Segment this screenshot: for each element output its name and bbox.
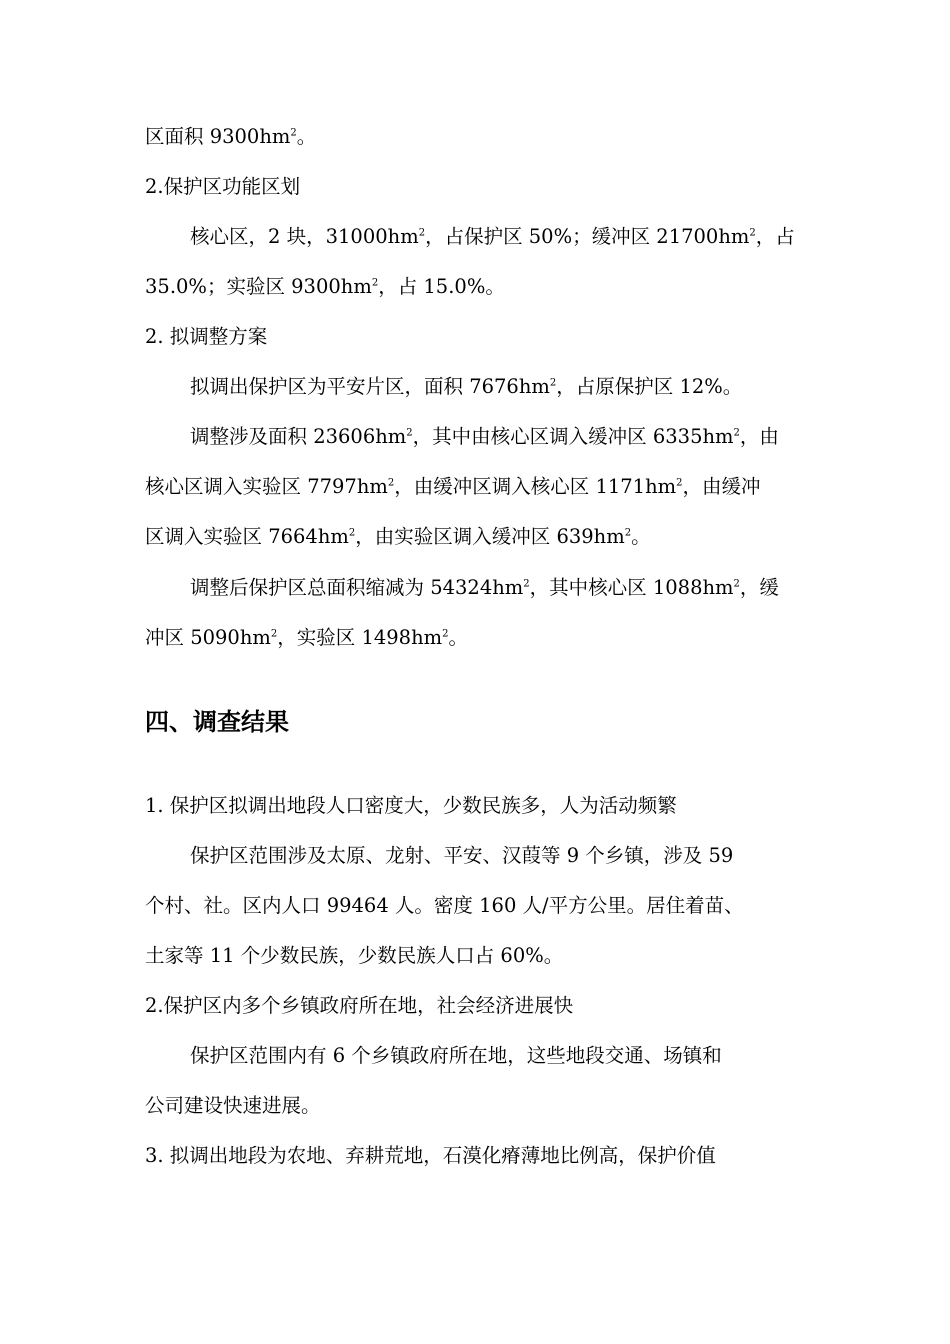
zoning-title: 2.保护区功能区划 xyxy=(145,175,301,198)
plan-paragraph-3-line-2: 冲区 $5090hm^2$，实验区 $1498hm^2$。 xyxy=(145,626,469,649)
finding-1-line-3: 土家等 11 个少数民族，少数民族人口占 60%。 xyxy=(145,944,564,967)
finding-2-line-1: 保护区范围内有 6 个乡镇政府所在地，这些地段交通、场镇和 xyxy=(190,1044,722,1067)
zoning-paragraph-line-2: 35.0%；实验区 $9300hm^2$，占 15.0%。 xyxy=(145,275,505,298)
finding-1-title: 1. 保护区拟调出地段人口密度大，少数民族多，人为活动频繁 xyxy=(145,794,677,817)
plan-title: 2. 拟调整方案 xyxy=(145,325,268,348)
plan-paragraph-1: 拟调出保护区为平安片区，面积 $7676hm^2$，占原保护区 12%。 xyxy=(190,375,743,398)
plan-paragraph-2-line-1: 调整涉及面积 $23606hm^2$，其中由核心区调入缓冲区 $6335hm^2$，由 xyxy=(190,425,779,448)
plan-paragraph-2-line-3: 区调入实验区 $7664hm^2$，由实验区调入缓冲区 $639hm^2$。 xyxy=(145,525,651,548)
finding-1-line-1: 保护区范围涉及太原、龙射、平安、汉葭等 9 个乡镇，涉及 59 xyxy=(190,844,734,867)
section-heading: 四、调查结果 xyxy=(145,708,289,736)
plan-paragraph-2-line-2: 核心区调入实验区 $7797hm^2$，由缓冲区调入核心区 $1171hm^2$，由缓冲 xyxy=(145,475,761,498)
finding-2-title: 2.保护区内多个乡镇政府所在地，社会经济进展快 xyxy=(145,994,574,1017)
finding-2-line-2: 公司建设快速进展。 xyxy=(145,1094,321,1117)
zoning-paragraph-line-1: 核心区，2 块，$31000hm^2$，占保护区 50%；缓冲区 $21700hm^2$，占 xyxy=(190,225,795,248)
plan-paragraph-3-line-1: 调整后保护区总面积缩减为 $54324hm^2$，其中核心区 $1088hm^2$，缓 xyxy=(190,576,779,599)
finding-1-line-2: 个村、社。区内人口 99464 人。密度 160 人/平方公里。居住着苗、 xyxy=(145,894,744,917)
finding-3-title: 3. 拟调出地段为农地、弃耕荒地，石漠化瘠薄地比例高，保护价值 xyxy=(145,1144,716,1167)
area-line: 区面积 $9300hm^2$。 xyxy=(145,125,317,148)
